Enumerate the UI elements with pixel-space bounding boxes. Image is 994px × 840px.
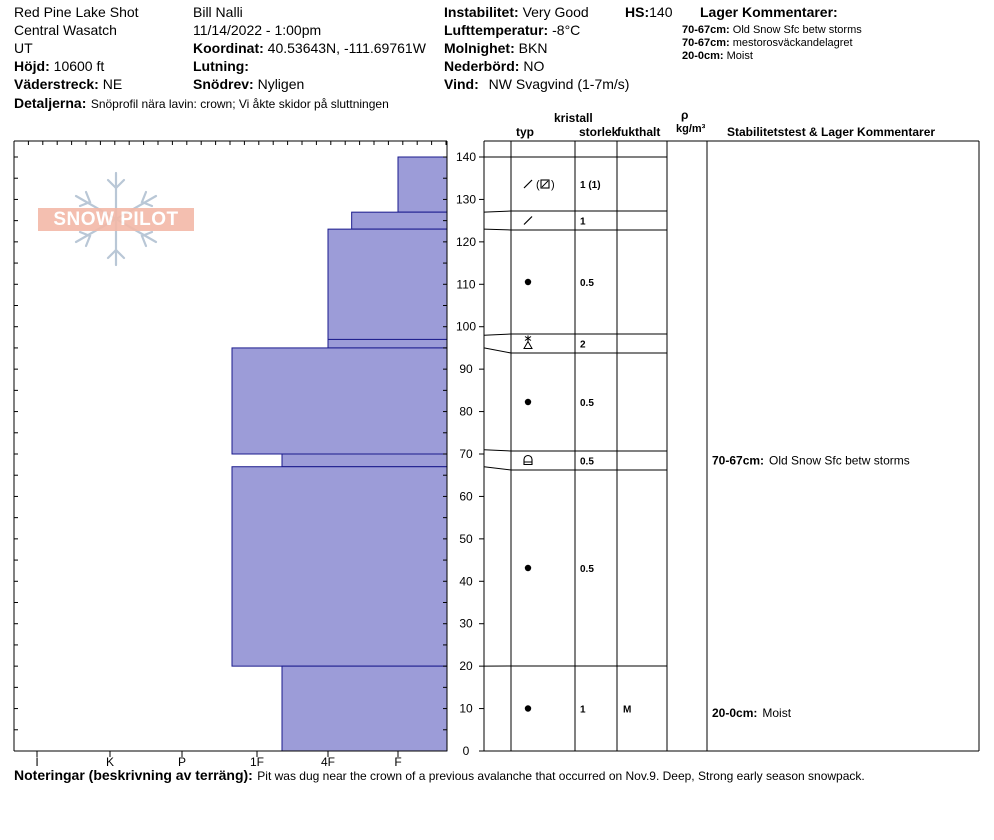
hardness-bar (352, 212, 447, 229)
cup-shape (524, 456, 532, 465)
hardness-bar (328, 339, 447, 347)
depth-tick-label: 70 (459, 447, 473, 461)
layer-connector (484, 211, 511, 212)
layer-comment-text: mestorosväckandelagret (732, 37, 853, 49)
paren-close: ) (551, 179, 555, 191)
elevation-label: Höjd: (14, 58, 50, 74)
triangle-shape (524, 342, 532, 349)
depth-tick-label: 120 (455, 234, 477, 249)
depth-tick-label: 50 (459, 531, 473, 546)
column-type-header: typ (516, 125, 534, 139)
notes-field (14, 768, 865, 784)
dot-icon-shape (525, 565, 531, 571)
coordinate-label: Koordinat: (193, 40, 264, 56)
cup-icon (524, 456, 532, 465)
dot-icon (525, 705, 531, 711)
dot-icon (525, 565, 531, 571)
dot-icon-shape (525, 399, 531, 405)
hardness-bar (232, 467, 447, 666)
observation-datetime: 11/14/2022 - 1:00pm (193, 22, 322, 38)
region-name: Central Wasatch (14, 22, 117, 38)
drift-value: Nyligen (257, 76, 305, 92)
layer-comment-text: Old Snow Sfc betw storms (732, 24, 862, 36)
crystal-size-label: 1 (1) (580, 180, 601, 191)
sky-label: Molnighet: (444, 40, 515, 56)
moisture-label: M (623, 704, 632, 716)
slash-boxed-slash-icon (524, 179, 555, 191)
depth-tick-label: 100 (455, 319, 477, 334)
crystal-size-label: 0.5 (580, 564, 594, 575)
sky-value: BKN (518, 40, 548, 56)
depth-tick-label: 40 (459, 574, 473, 589)
hardness-tick-label: 1F (249, 755, 265, 769)
dot-icon-shape (525, 705, 531, 711)
layer-connector (484, 348, 511, 353)
instability-label: Instabilitet: (444, 4, 519, 20)
precip-label: Nederbörd: (444, 58, 520, 74)
hardness-bar (398, 157, 447, 212)
depth-tick-label: 110 (456, 277, 476, 292)
hardness-tick-label: 4F (320, 755, 336, 769)
slash-icon (524, 217, 532, 225)
crystal-size-label: 0.5 (580, 456, 594, 468)
dot-icon-shape (525, 279, 531, 285)
crystal-size-label: 1 (580, 216, 586, 228)
elevation-value: 10600 ft (53, 58, 105, 74)
details-value: Snöprofil nära lavin: crown; Vi åkte skidor på sluttningen (90, 97, 389, 111)
layer-comment-range: 20-0cm: (682, 50, 724, 62)
column-size-header: storlek (579, 125, 619, 139)
location-name: Red Pine Lake Shot (14, 4, 139, 20)
stability-comment-text: Old Snow Sfc betw storms (769, 453, 910, 468)
depth-tick-label: 80 (459, 404, 473, 419)
wind-value: NW Svagvind (1-7m/s) (488, 76, 630, 92)
depth-tick-label: 0 (462, 744, 470, 758)
details-label: Detaljerna: (14, 95, 87, 111)
column-crystal-header: kristall (554, 111, 593, 125)
column-stability-header: Stabilitetstest & Lager Kommentarer (727, 125, 936, 139)
notes-label: Noteringar (beskrivning av terräng): (14, 767, 253, 783)
hardness-tick-label: K (105, 755, 115, 769)
hs-value: 140 (649, 4, 673, 20)
instability-value: Very Good (522, 4, 589, 20)
crystal-size-label: 0.5 (580, 278, 594, 289)
crystal-size-label: 0.5 (580, 398, 594, 409)
stability-comment (712, 706, 792, 720)
hardness-bar (328, 229, 447, 339)
hardness-bar (282, 666, 447, 751)
hardness-tick-label: I (35, 755, 39, 769)
slash-icon-shape (524, 180, 532, 188)
layer-comment-range: 70-67cm: (682, 37, 730, 49)
airtemp-value: -8°C (552, 22, 581, 38)
stability-comment-text: Moist (762, 705, 792, 720)
notes-text: Pit was dug near the crown of a previous avalanche that occurred on Nov.9. Deep, Strong early season snowpack. (257, 769, 865, 783)
observer-name: Bill Nalli (193, 4, 243, 20)
wind-label: Vind: (444, 76, 479, 92)
hardness-tick-label: F (394, 755, 402, 769)
dot-icon (525, 399, 531, 405)
logo-text: SNOW PILOT (38, 208, 194, 231)
paren-open: ( (536, 179, 540, 191)
slope-label: Lutning: (193, 58, 249, 74)
aspect-label: Väderstreck: (14, 76, 99, 92)
hardness-tick-label: P (177, 755, 187, 769)
depth-tick-label: 90 (459, 362, 473, 377)
layer-connector (484, 334, 511, 335)
depth-tick-label: 20 (459, 659, 473, 674)
crystal-size-label: 2 (580, 339, 586, 351)
stability-comment (712, 453, 910, 467)
column-density-symbol: ρ (681, 108, 689, 122)
coordinate-value: 40.53643N, -111.69761W (267, 40, 426, 56)
layer-comments-title: Lager Kommentarer: (700, 4, 838, 20)
layer-connector (484, 229, 511, 230)
airtemp-label: Lufttemperatur: (444, 22, 549, 38)
layer-connector (484, 467, 511, 470)
aspect-value: NE (102, 76, 123, 92)
hardness-bar (282, 454, 447, 467)
star-triangle-icon (524, 336, 532, 349)
column-moisture-header: fukthalt (617, 125, 661, 139)
slash-icon-shape (524, 217, 532, 225)
column-density-unit: kg/m³ (676, 123, 706, 135)
precip-value: NO (523, 58, 545, 74)
box-slash-shape (542, 181, 548, 187)
crystal-size-label: 1 (580, 704, 586, 716)
depth-tick-label: 30 (459, 616, 473, 631)
depth-tick-label: 140 (455, 150, 477, 164)
depth-tick-label: 60 (459, 489, 473, 504)
state-name: UT (14, 40, 33, 56)
hardness-bar (232, 348, 447, 454)
depth-tick-label: 130 (455, 192, 477, 207)
layer-comment-range: 70-67cm: (682, 24, 730, 36)
dot-icon (525, 279, 531, 285)
hs-label: HS: (625, 4, 650, 20)
stability-comment-range: 20-0cm: (712, 705, 758, 720)
layer-connector (484, 450, 511, 451)
stability-comment-range: 70-67cm: (712, 453, 765, 468)
depth-tick-label: 10 (459, 701, 473, 716)
drift-label: Snödrev: (193, 76, 254, 92)
layer-comment-text: Moist (726, 50, 753, 62)
